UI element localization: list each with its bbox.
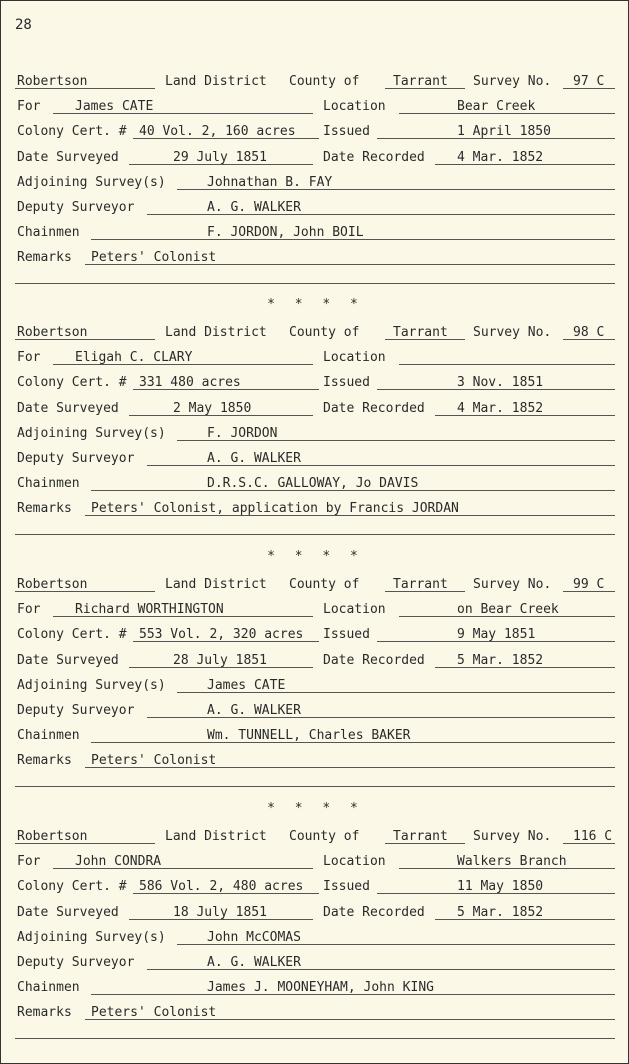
cert-value: 40 Vol. 2, 160 acres — [139, 124, 296, 140]
location-line — [399, 113, 615, 114]
row-cert — [15, 121, 615, 146]
location-value: Bear Creek — [457, 99, 536, 115]
chainmen-line — [91, 239, 615, 240]
remarks-label: Remarks — [17, 1005, 72, 1021]
section-separator: * * * * — [267, 297, 364, 312]
adjoining-label: Adjoining Survey(s) — [17, 929, 166, 945]
date-surveyed-label: Date Surveyed — [17, 652, 119, 668]
row-chainmen — [15, 222, 615, 247]
issued-value: 3 Nov. 1851 — [457, 375, 544, 391]
deputy-label: Deputy Surveyor — [17, 954, 135, 970]
surveyed-line — [129, 919, 313, 920]
recorded-line — [435, 919, 615, 920]
adjoining-line — [177, 944, 615, 945]
land-district-label: Land District — [165, 325, 267, 340]
chainmen-line — [91, 994, 615, 995]
surveyed-value: 29 July 1851 — [173, 149, 267, 165]
issued-value: 1 April 1850 — [457, 124, 551, 140]
row-deputy — [15, 952, 615, 977]
date-recorded-label: Date Recorded — [323, 400, 425, 416]
row-remarks — [15, 1002, 615, 1027]
county-line — [385, 591, 465, 592]
county-of-label: County of — [289, 829, 360, 844]
cert-value: 553 Vol. 2, 320 acres — [139, 627, 304, 643]
blank-row — [15, 524, 615, 542]
survey-no-label: Survey No. — [473, 74, 552, 89]
adjoining-value: Johnathan B. FAY — [207, 174, 333, 190]
adjoining-value: F. JORDON — [207, 425, 278, 441]
deputy-line — [147, 214, 615, 215]
row-chainmen — [15, 473, 615, 498]
chainmen-line — [91, 490, 615, 491]
survey-entry — [15, 322, 615, 542]
row-deputy — [15, 448, 615, 473]
surveyed-value: 18 July 1851 — [173, 904, 267, 920]
district-value: Robertson — [17, 829, 88, 844]
survey-no-value: 99 C — [573, 577, 605, 592]
survey-no-label: Survey No. — [473, 325, 552, 340]
row-cert — [15, 372, 615, 397]
district-line — [15, 591, 155, 592]
blank-line — [15, 786, 615, 787]
row-district — [15, 574, 615, 599]
issued-label: Issued — [323, 124, 370, 140]
row-chainmen — [15, 977, 615, 1002]
for-value: Richard WORTHINGTON — [75, 602, 224, 618]
row-cert — [15, 876, 615, 901]
row-district — [15, 826, 615, 851]
remarks-line — [85, 1019, 615, 1020]
issued-label: Issued — [323, 375, 370, 391]
row-deputy — [15, 197, 615, 222]
chainmen-label: Chainmen — [17, 476, 80, 492]
remarks-label: Remarks — [17, 250, 72, 266]
row-adjoining — [15, 423, 615, 448]
deputy-line — [147, 465, 615, 466]
chainmen-value: James J. MOONEYHAM, John KING — [207, 980, 434, 996]
issued-label: Issued — [323, 627, 370, 643]
row-remarks — [15, 750, 615, 775]
deputy-label: Deputy Surveyor — [17, 199, 135, 215]
surveyed-line — [129, 667, 313, 668]
row-remarks — [15, 247, 615, 272]
remarks-label: Remarks — [17, 501, 72, 517]
for-value: Eligah C. CLARY — [75, 350, 193, 366]
recorded-line — [435, 164, 615, 165]
date-recorded-label: Date Recorded — [323, 904, 425, 920]
cert-value: 586 Vol. 2, 480 acres — [139, 879, 304, 895]
row-chainmen — [15, 725, 615, 750]
location-value: Walkers Branch — [457, 854, 567, 870]
land-district-label: Land District — [165, 74, 267, 89]
surveyed-line — [129, 164, 313, 165]
adjoining-line — [177, 440, 615, 441]
cert-value: 331 480 acres — [139, 375, 241, 391]
survey-no-value: 98 C — [573, 325, 605, 340]
district-line — [15, 843, 155, 844]
colony-cert-label: Colony Cert. # — [17, 124, 127, 140]
district-value: Robertson — [17, 74, 88, 89]
row-dates — [15, 147, 615, 172]
row-dates — [15, 398, 615, 423]
district-value: Robertson — [17, 577, 88, 592]
chainmen-label: Chainmen — [17, 980, 80, 996]
issued-line — [377, 138, 615, 139]
survey-no-line — [563, 591, 615, 592]
county-value: Tarrant — [393, 577, 448, 592]
deputy-line — [147, 969, 615, 970]
county-of-label: County of — [289, 577, 360, 592]
for-label: For — [17, 602, 41, 618]
page-number: 28 — [15, 17, 32, 33]
location-label: Location — [323, 99, 386, 115]
chainmen-line — [91, 742, 615, 743]
chainmen-value: Wm. TUNNELL, Charles BAKER — [207, 728, 411, 744]
cert-line — [133, 138, 319, 139]
row-adjoining — [15, 172, 615, 197]
row-cert — [15, 624, 615, 649]
recorded-value: 5 Mar. 1852 — [457, 904, 544, 920]
date-recorded-label: Date Recorded — [323, 652, 425, 668]
colony-cert-label: Colony Cert. # — [17, 879, 127, 895]
county-of-label: County of — [289, 325, 360, 340]
row-adjoining — [15, 927, 615, 952]
row-deputy — [15, 700, 615, 725]
chainmen-value: F. JORDON, John BOIL — [207, 225, 364, 241]
issued-line — [377, 389, 615, 390]
remarks-value: Peters' Colonist — [91, 250, 217, 266]
chainmen-value: D.R.S.C. GALLOWAY, Jo DAVIS — [207, 476, 419, 492]
county-line — [385, 843, 465, 844]
issued-label: Issued — [323, 879, 370, 895]
county-value: Tarrant — [393, 829, 448, 844]
adjoining-value: James CATE — [207, 677, 286, 693]
district-line — [15, 339, 155, 340]
blank-line — [15, 1038, 615, 1039]
cert-line — [133, 893, 319, 894]
adjoining-line — [177, 189, 615, 190]
remarks-line — [85, 767, 615, 768]
remarks-line — [85, 515, 615, 516]
section-separator: * * * * — [267, 801, 364, 816]
remarks-line — [85, 264, 615, 265]
remarks-value: Peters' Colonist — [91, 753, 217, 769]
deputy-value: A. G. WALKER — [207, 954, 301, 970]
location-label: Location — [323, 602, 386, 618]
chainmen-label: Chainmen — [17, 728, 80, 744]
survey-entry — [15, 826, 615, 1046]
chainmen-label: Chainmen — [17, 225, 80, 241]
county-value: Tarrant — [393, 325, 448, 340]
section-separator: * * * * — [267, 549, 364, 564]
row-remarks — [15, 498, 615, 523]
date-surveyed-label: Date Surveyed — [17, 904, 119, 920]
for-label: For — [17, 854, 41, 870]
adjoining-value: John McCOMAS — [207, 929, 301, 945]
colony-cert-label: Colony Cert. # — [17, 375, 127, 391]
date-surveyed-label: Date Surveyed — [17, 400, 119, 416]
for-line — [53, 364, 313, 365]
recorded-value: 4 Mar. 1852 — [457, 400, 544, 416]
row-dates — [15, 650, 615, 675]
remarks-value: Peters' Colonist — [91, 1005, 217, 1021]
land-district-label: Land District — [165, 829, 267, 844]
district-line — [15, 88, 155, 89]
survey-no-line — [563, 339, 615, 340]
county-line — [385, 339, 465, 340]
row-for — [15, 599, 615, 624]
for-line — [53, 868, 313, 869]
adjoining-label: Adjoining Survey(s) — [17, 677, 166, 693]
for-line — [53, 113, 313, 114]
location-line — [399, 364, 615, 365]
row-dates — [15, 902, 615, 927]
location-line — [399, 868, 615, 869]
date-recorded-label: Date Recorded — [323, 149, 425, 165]
location-value: on Bear Creek — [457, 602, 559, 618]
deputy-value: A. G. WALKER — [207, 702, 301, 718]
survey-entry — [15, 71, 615, 291]
county-line — [385, 88, 465, 89]
issued-value: 9 May 1851 — [457, 627, 536, 643]
deputy-value: A. G. WALKER — [207, 199, 301, 215]
recorded-value: 4 Mar. 1852 — [457, 149, 544, 165]
recorded-line — [435, 667, 615, 668]
survey-no-label: Survey No. — [473, 829, 552, 844]
for-label: For — [17, 99, 41, 115]
adjoining-label: Adjoining Survey(s) — [17, 425, 166, 441]
row-district — [15, 71, 615, 96]
row-district — [15, 322, 615, 347]
location-label: Location — [323, 350, 386, 366]
survey-entry — [15, 574, 615, 794]
blank-row — [15, 776, 615, 794]
remarks-label: Remarks — [17, 753, 72, 769]
location-label: Location — [323, 854, 386, 870]
county-of-label: County of — [289, 74, 360, 89]
deputy-label: Deputy Surveyor — [17, 702, 135, 718]
blank-row — [15, 273, 615, 291]
blank-row — [15, 1028, 615, 1046]
for-line — [53, 616, 313, 617]
adjoining-line — [177, 692, 615, 693]
deputy-label: Deputy Surveyor — [17, 450, 135, 466]
date-surveyed-label: Date Surveyed — [17, 149, 119, 165]
county-value: Tarrant — [393, 74, 448, 89]
blank-line — [15, 283, 615, 284]
for-value: John CONDRA — [75, 854, 162, 870]
land-district-label: Land District — [165, 577, 267, 592]
row-for — [15, 851, 615, 876]
survey-no-label: Survey No. — [473, 577, 552, 592]
survey-no-line — [563, 88, 615, 89]
blank-line — [15, 534, 615, 535]
recorded-value: 5 Mar. 1852 — [457, 652, 544, 668]
deputy-line — [147, 717, 615, 718]
cert-line — [133, 641, 319, 642]
row-for — [15, 347, 615, 372]
survey-no-value: 116 C — [573, 829, 613, 844]
deputy-value: A. G. WALKER — [207, 450, 301, 466]
row-adjoining — [15, 675, 615, 700]
issued-line — [377, 893, 615, 894]
surveyed-line — [129, 415, 313, 416]
cert-line — [133, 389, 319, 390]
colony-cert-label: Colony Cert. # — [17, 627, 127, 643]
remarks-value: Peters' Colonist, application by Francis JORDAN — [91, 501, 459, 517]
surveyed-value: 2 May 1850 — [173, 400, 252, 416]
issued-line — [377, 641, 615, 642]
for-value: James CATE — [75, 99, 154, 115]
surveyed-value: 28 July 1851 — [173, 652, 267, 668]
row-for — [15, 96, 615, 121]
survey-no-line — [563, 843, 615, 844]
issued-value: 11 May 1850 — [457, 879, 544, 895]
district-value: Robertson — [17, 325, 88, 340]
for-label: For — [17, 350, 41, 366]
adjoining-label: Adjoining Survey(s) — [17, 174, 166, 190]
recorded-line — [435, 415, 615, 416]
survey-no-value: 97 C — [573, 74, 605, 89]
location-line — [399, 616, 615, 617]
